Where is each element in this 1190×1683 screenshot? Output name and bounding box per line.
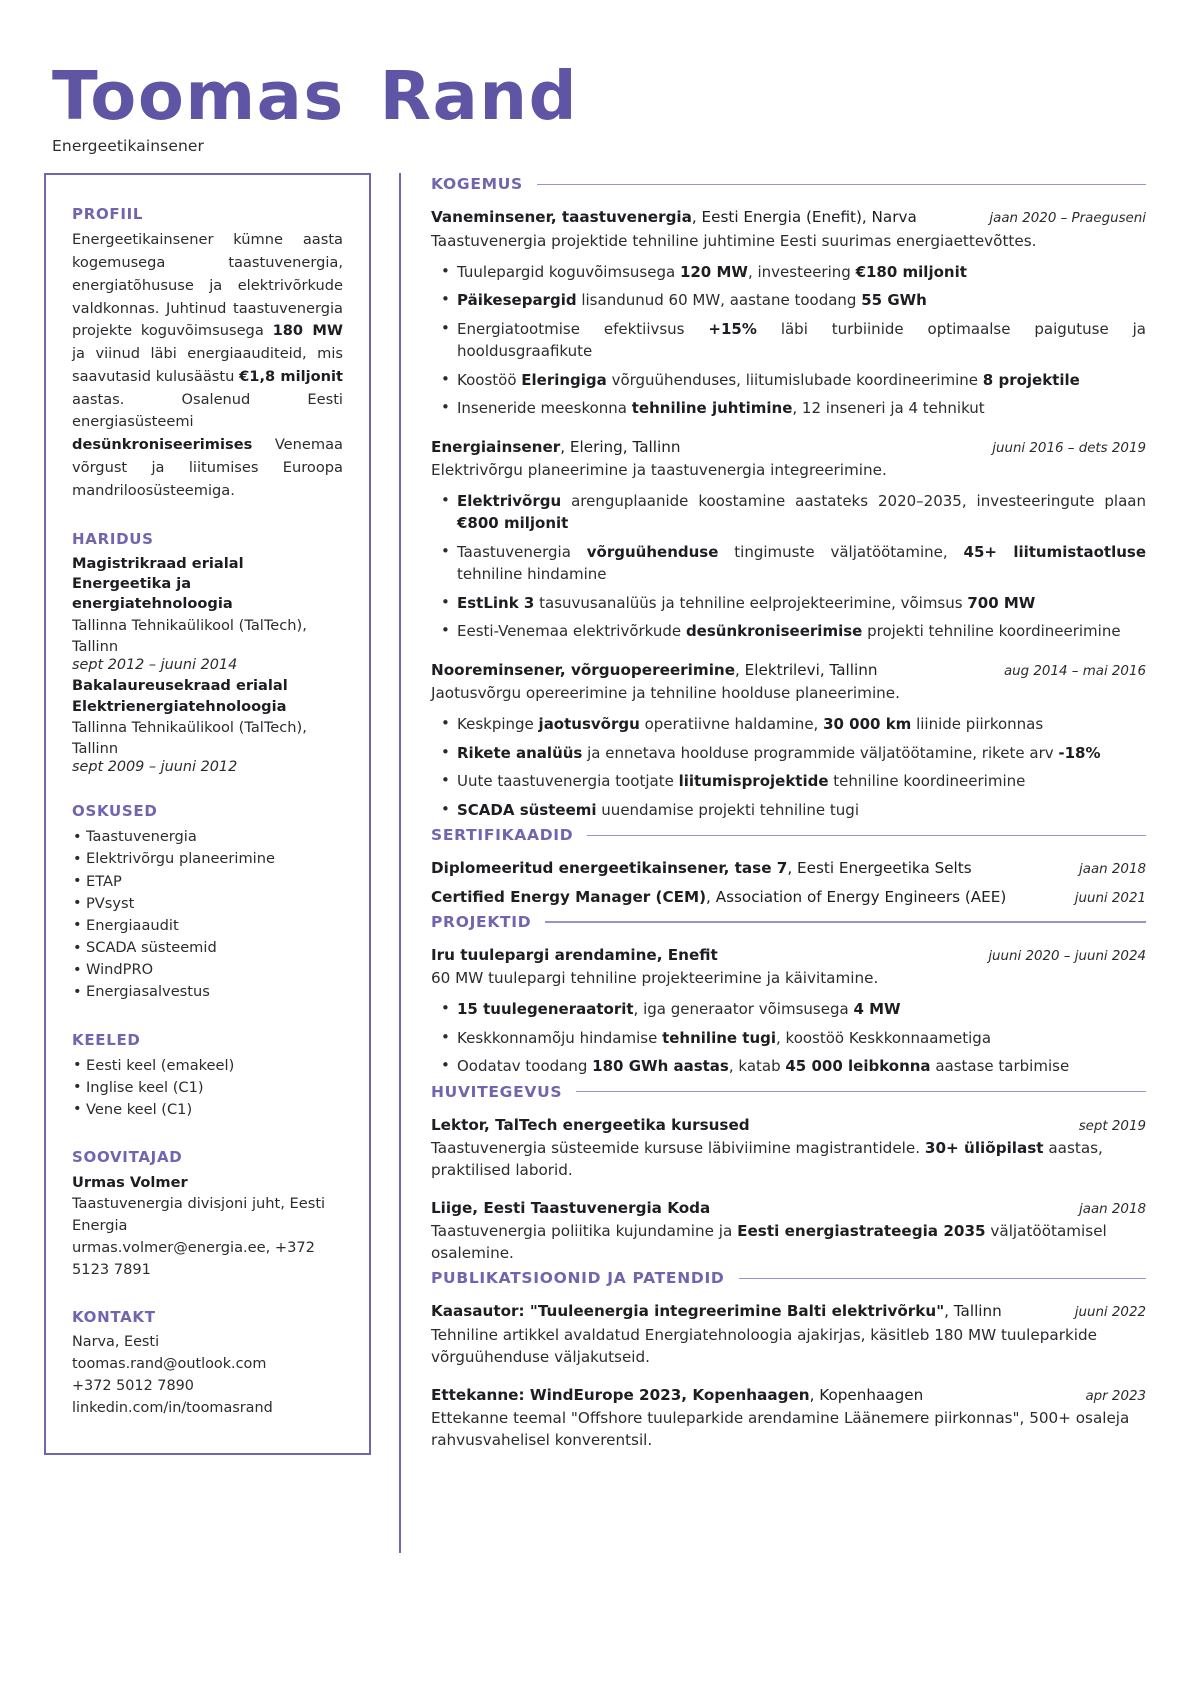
activity-date: sept 2019 [1078,1118,1146,1134]
publications-title: PUBLIKATSIOONID JA PATENDID [431,1269,725,1288]
experience-title: KOGEMUS [431,175,523,194]
section-experience [431,175,1146,821]
bullet-item: • SCADA süsteemi uuendamise projekti tehniline tugi [431,799,1146,822]
language-item: • Eesti keel (emakeel) [72,1055,343,1077]
bullet-item: • Elektrivõrgu arenguplaanide koostamine aastateks 2020–2035, investeeringute plaan €800 miljonit [431,490,1146,535]
sidebar-section-contact [72,1308,343,1420]
project-entries [431,945,1146,1078]
bullet-item: • Keskkonnamõju hindamise tehniline tugi, koostöö Keskkonnaametiga [431,1027,1146,1050]
section-publications [431,1269,1146,1451]
project-entry [431,945,1146,1078]
project-title: Iru tuulepargi arendamine, Enefit [431,945,718,964]
bullet-item: • Tuulepargid koguvõimsusega 120 MW, investeering €180 miljonit [431,261,1146,284]
experience-entries [431,207,1146,821]
languages-list [72,1055,343,1122]
publication-entries [431,1301,1146,1451]
sidebar-profile-title: PROFIIL [72,205,144,224]
bullet-item: • Uute taastuvenergia tootjate liitumisprojektide tehniline koordineerimine [431,770,1146,793]
contact-list [72,1332,343,1420]
section-divider [537,184,1146,185]
bullet-item: • Oodatav toodang 180 GWh aastas, katab 45 000 leibkonna aastase tarbimise [431,1055,1146,1078]
certificate-entries [431,858,1146,908]
candidate-headline: Energeetikainsener [52,137,205,156]
entry-header [431,945,1146,966]
entry-date: jaan 2020 – Praeguseni [989,211,1146,227]
sidebar-section-references [72,1148,343,1281]
sidebar-skills-title: OSKUSED [72,802,158,821]
certificate-title: Certified Energy Manager (CEM), Association of Energy Engineers (AEE) [431,887,1007,906]
contact-line: +372 5012 7890 [72,1377,194,1394]
sidebar-references-title: SOOVITAJAD [72,1148,183,1167]
entry-title: Energiainsener, Elering, Tallinn [431,437,681,456]
project-date: juuni 2020 – juuni 2024 [988,948,1146,964]
section-activities [431,1083,1146,1265]
publications-heading [431,1269,1146,1287]
experience-entry [431,660,1146,821]
resume-columns [44,173,1146,1553]
activity-summary: Taastuvenergia poliitika kujundamine ja Eesti energiastrateegia 2035 väljatöötamisel osalemine. [431,1222,1107,1263]
sidebar [44,173,371,1455]
publication-title: Kaasautor: "Tuuleenergia integreerimine Balti elektrivõrku", Tallinn [431,1302,1002,1321]
projects-heading [431,913,1146,931]
entry-header [431,1301,1146,1322]
skill-item: • Energiasalvestus [72,981,343,1003]
contact-line: linkedin.com/in/toomasrand [72,1399,273,1416]
experience-heading [431,175,1146,193]
section-divider [545,921,1146,922]
entry-header [431,207,1146,228]
sidebar-section-profile [72,205,343,502]
section-projects [431,913,1146,1078]
bullet-item: • Eesti-Venemaa elektrivõrkude desünkroniseerimise projekti tehniline koordineerimine [431,620,1146,643]
publication-summary: Tehniline artikkel avaldatud Energiatehnoloogia ajakirjas, käsitleb 180 MW tuuleparkide võrguühenduse väljakutseid. [431,1325,1097,1366]
publication-title: Ettekanne: WindEurope 2023, Kopenhaagen, Kopenhaagen [431,1385,924,1404]
publication-entry [431,1385,1146,1451]
skill-item: • PVsyst [72,893,343,915]
education-degree: Magistrikraad erialal Energeetika ja energiatehnoloogia [72,554,244,613]
sidebar-section-languages [72,1031,343,1122]
education-item [72,676,343,775]
education-list [72,554,343,776]
publication-summary: Ettekanne teemal "Offshore tuuleparkide arendamine Läänemere piirkonnas", 500+ osaleja rahvusvahelisel konverentsil. [431,1408,1130,1449]
entry-header [431,1198,1146,1219]
entry-header [431,1385,1146,1406]
education-school: Tallinna Tehnikaülikool (TalTech), Tallinn [72,718,307,758]
projects-title: PROJEKTID [431,912,532,931]
sidebar-section-skills [72,802,343,1003]
entry-date: aug 2014 – mai 2016 [1003,663,1146,679]
entry-title: Nooreminsener, võrguopereerimine, Elektrilevi, Tallinn [431,660,878,679]
sidebar-section-education [72,530,343,776]
education-degree: Bakalaureusekraad erialal Elektrienergiatehnoloogia [72,677,288,715]
certificates-heading [431,826,1146,844]
education-date: sept 2009 – juuni 2012 [72,759,238,776]
section-divider [587,835,1146,836]
contact-line: toomas.rand@outlook.com [72,1355,267,1372]
main-column [399,173,1146,1553]
language-item: • Vene keel (C1) [72,1099,343,1121]
section-divider [576,1091,1146,1092]
skill-item: • ETAP [72,871,343,893]
experience-entry [431,207,1146,419]
activity-entry [431,1198,1146,1264]
publication-date: apr 2023 [1085,1388,1146,1404]
activity-date: jaan 2018 [1079,1201,1146,1217]
reference-name: Urmas Volmer [72,1174,188,1192]
project-bullets [431,998,1146,1078]
bullet-item: • Energiatootmise efektiivsus +15% läbi turbiinide optimaalse paigutuse ja hooldusgraafikute [431,318,1146,363]
certificate-entry [431,887,1146,908]
bullet-item: • Koostöö Eleringiga võrguühenduses, liitumislubade koordineerimine 8 projektile [431,369,1146,392]
reference-role: Taastuvenergia divisjoni juht, Eesti Energia [72,1195,326,1235]
activity-entry [431,1115,1146,1181]
bullet-item: • Inseneride meeskonna tehniline juhtimine, 12 inseneri ja 4 tehnikut [431,397,1146,420]
skill-item: • Elektrivõrgu planeerimine [72,848,343,870]
activities-title: HUVITEGEVUS [431,1082,563,1101]
entry-summary: Taastuvenergia projektide tehniline juhtimine Eesti suurimas energiaettevõttes. [431,231,1037,250]
skill-item: • SCADA süsteemid [72,937,343,959]
skill-item: • Energiaaudit [72,915,343,937]
contact-line: Narva, Eesti [72,1333,160,1350]
education-date: sept 2012 – juuni 2014 [72,657,238,674]
bullet-item: • Keskpinge jaotusvõrgu operatiivne haldamine, 30 000 km liinide piirkonnas [431,713,1146,736]
certificate-entry [431,858,1146,879]
education-item [72,554,343,674]
project-summary: 60 MW tuulepargi tehniline projekteerimine ja käivitamine. [431,969,879,988]
certificates-title: SERTIFIKAADID [431,826,574,845]
entry-header [431,437,1146,458]
activity-summary: Taastuvenergia süsteemide kursuse läbiviimine magistrantidele. 30+ üliõpilast aastas, praktilised laborid. [431,1138,1103,1179]
activity-entries [431,1115,1146,1265]
bullet-item: • 15 tuulegeneraatorit, iga generaator võimsusega 4 MW [431,998,1146,1021]
skill-item: • Taastuvenergia [72,826,343,848]
sidebar-languages-title: KEELED [72,1030,141,1049]
skill-item: • WindPRO [72,959,343,981]
entry-summary: Elektrivõrgu planeerimine ja taastuvenergia integreerimine. [431,460,887,479]
entry-bullets [431,713,1146,821]
sidebar-education-title: HARIDUS [72,529,154,548]
publication-date: juuni 2022 [1074,1305,1146,1321]
candidate-name: Toomas Rand [52,57,579,135]
section-certificates [431,826,1146,908]
entry-date: juuni 2016 – dets 2019 [992,440,1146,456]
entry-bullets [431,490,1146,643]
bullet-item: • Taastuvenergia võrguühenduse tingimuste väljatöötamine, 45+ liitumistaotluse tehniline hindamine [431,541,1146,586]
certificate-date: juuni 2021 [1074,890,1146,906]
activity-title: Lektor, TalTech energeetika kursused [431,1115,750,1134]
bullet-item: • Rikete analüüs ja ennetava hoolduse programmide väljatöötamine, rikete arv -18% [431,742,1146,765]
reference-contact: urmas.volmer@energia.ee, +372 5123 7891 [72,1239,315,1278]
activity-title: Liige, Eesti Taastuvenergia Koda [431,1198,711,1217]
certificate-title: Diplomeeritud energeetikainsener, tase 7, Eesti Energeetika Selts [431,859,972,878]
education-school: Tallinna Tehnikaülikool (TalTech), Tallinn [72,616,307,655]
entry-header [431,1115,1146,1136]
sidebar-contact-title: KONTAKT [72,1307,156,1326]
activities-heading [431,1083,1146,1101]
section-divider [739,1278,1147,1279]
certificate-date: jaan 2018 [1079,862,1146,878]
entry-title: Vaneminsener, taastuvenergia, Eesti Energia (Enefit), Narva [431,208,917,227]
bullet-item: • Päikesepargid lisandunud 60 MW, aastane toodang 55 GWh [431,289,1146,312]
entry-header [431,660,1146,681]
publication-entry [431,1301,1146,1367]
entry-bullets [431,261,1146,420]
bullet-item: • EstLink 3 tasuvusanalüüs ja tehniline eelprojekteerimine, võimsus 700 MW [431,592,1146,615]
resume-header [44,57,1146,156]
entry-summary: Jaotusvõrgu opereerimine ja tehniline hoolduse planeerimine. [431,684,900,703]
skills-list [72,826,343,1003]
language-item: • Inglise keel (C1) [72,1077,343,1099]
sidebar-profile-text: Energeetikainsener kümne aasta kogemusega taastuvenergia, energiatõhususe ja elektrivõrkude valdkonnas. Juhtinud taastuvenergia projekte koguvõimsusega 180 MW ja viinud läbi energiaauditeid, mis saavutasid kulusäästu €1,8 miljonit aastas. Osalenud Eesti energiasüsteemi desünkroniseerimises Venemaa võrgust ja liitumises Euroopa mandriloosüsteemiga. [72,231,344,499]
experience-entry [431,437,1146,643]
